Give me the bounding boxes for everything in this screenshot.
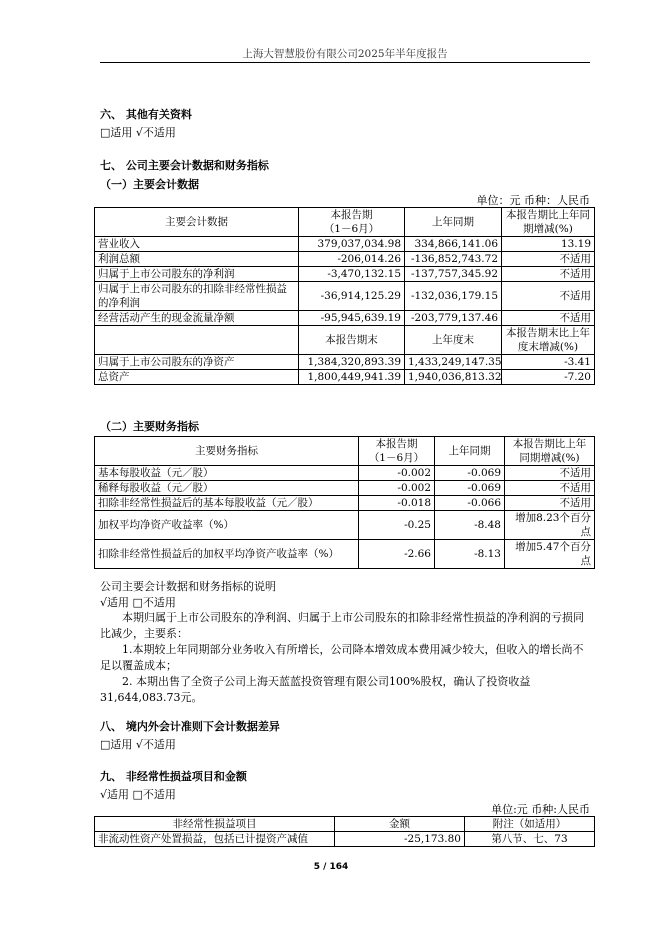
cell-note: 第八节、七、73	[465, 832, 595, 847]
table-row	[95, 311, 595, 326]
row-label: 归属于上市公司股东的扣除非经常性损益的净利润	[95, 282, 299, 311]
header-cell: 本报告期比上年同期增减(%)	[505, 437, 595, 466]
table-row	[95, 355, 595, 370]
cell-change: 不适用	[505, 466, 595, 481]
cell-prior: -137,757,345.92	[405, 267, 502, 282]
cell-current: -0.018	[359, 496, 435, 511]
cell-change: 增加5.47个百分点	[505, 540, 595, 569]
cell-change: 不适用	[502, 252, 595, 267]
cell-current: -36,914,125.29	[299, 282, 405, 311]
page-number: 5 / 164	[313, 862, 349, 872]
cell-current: -0.002	[359, 466, 435, 481]
table-row	[95, 237, 595, 252]
header-cell: 主要会计数据	[95, 208, 299, 237]
cell-current: -95,945,639.19	[299, 311, 405, 326]
page-header: 上海大智慧股份有限公司2025年半年度报告	[242, 48, 448, 60]
header-cell: 主要财务指标	[95, 437, 359, 466]
section-7-subtitle-1: （一）主要会计数据	[100, 178, 199, 191]
section-8-option: □适用 √不适用	[100, 738, 176, 751]
cell-current: -3,470,132.15	[299, 267, 405, 282]
row-label: 稀释每股收益（元／股）	[95, 481, 359, 496]
row-label: 归属于上市公司股东的净利润	[95, 267, 299, 282]
header-rule	[100, 62, 590, 63]
table-subheader-row	[95, 326, 595, 355]
subheader-cell	[95, 326, 299, 355]
cell-change: 不适用	[505, 481, 595, 496]
table-row	[95, 511, 595, 540]
row-label: 利润总额	[95, 252, 299, 267]
cell-change: -7.20	[502, 370, 595, 385]
row-label: 营业收入	[95, 237, 299, 252]
explanation-paragraph: 1.本期较上年同期部分业务收入有所增长，公司降本增效成本费用减少较大，但收入的增长尚不足以覆盖成本；	[100, 643, 584, 672]
table3-unit: 单位:元 币种:人民币	[491, 803, 590, 816]
table-header-row	[95, 208, 595, 237]
cell-current: -0.25	[359, 511, 435, 540]
section-7-title: 七、 公司主要会计数据和财务指标	[100, 159, 269, 172]
table-row	[95, 466, 595, 481]
non-recurring-items-table	[94, 816, 595, 847]
cell-change: 不适用	[505, 496, 595, 511]
cell-current: -206,014.26	[299, 252, 405, 267]
table-row	[95, 496, 595, 511]
row-label: 非流动性资产处置损益，包括已计提资产减值	[95, 832, 335, 847]
table1-unit: 单位：元 币种：人民币	[476, 194, 590, 207]
row-label: 扣除非经常性损益后的基本每股收益（元／股）	[95, 496, 359, 511]
cell-current: 379,037,034.98	[299, 237, 405, 252]
section-9-title: 九、 非经常性损益项目和金额	[100, 770, 247, 783]
cell-change: -3.41	[502, 355, 595, 370]
cell-current: -0.002	[359, 481, 435, 496]
cell-prior: -0.069	[435, 466, 505, 481]
cell-amount: -25,173.80	[335, 832, 465, 847]
row-label: 基本每股收益（元／股）	[95, 466, 359, 481]
header-cell: 金额	[335, 817, 465, 832]
main-financial-indicators-table	[94, 436, 595, 569]
header-cell: 本报告期比上年同期增减(%)	[502, 208, 595, 237]
header-cell: 本报告期 （1－6月）	[359, 437, 435, 466]
cell-prior: -0.069	[435, 481, 505, 496]
explanation-paragraph: 2. 本期出售了全资子公司上海天蓝蓝投资管理有限公司100%股权，确认了投资收益31,644,083.73元。	[100, 675, 531, 704]
cell-prior: -0.066	[435, 496, 505, 511]
header-cell: 上年同期	[405, 208, 502, 237]
cell-prior: -136,852,743.72	[405, 252, 502, 267]
table-row	[95, 832, 595, 847]
main-accounting-data-table	[94, 207, 595, 385]
row-label: 总资产	[95, 370, 299, 385]
row-label: 归属于上市公司股东的净资产	[95, 355, 299, 370]
cell-prior: 1,940,036,813.32	[405, 370, 502, 385]
subheader-cell: 本报告期末	[299, 326, 405, 355]
row-label: 扣除非经常性损益后的加权平均净资产收益率（%）	[95, 540, 359, 569]
table-header-row	[95, 437, 595, 466]
cell-current: -2.66	[359, 540, 435, 569]
cell-current: 1,384,320,893.39	[299, 355, 405, 370]
section-7-subtitle-2: （二）主要财务指标	[100, 420, 199, 433]
row-label: 经营活动产生的现金流量净额	[95, 311, 299, 326]
table-row	[95, 540, 595, 569]
table-row	[95, 252, 595, 267]
table-row	[95, 481, 595, 496]
section-8-title: 八、 境内外会计准则下会计数据差异	[100, 720, 280, 733]
header-cell: 附注（如适用）	[465, 817, 595, 832]
section-6-title: 六、 其他有关资料	[100, 108, 192, 121]
header-cell: 上年同期	[435, 437, 505, 466]
cell-prior: 1,433,249,147.35	[405, 355, 502, 370]
subheader-cell: 上年度末	[405, 326, 502, 355]
cell-prior: -132,036,179.15	[405, 282, 502, 311]
table-row	[95, 267, 595, 282]
header-cell: 本报告期 （1－6月）	[299, 208, 405, 237]
subheader-cell: 本报告期末比上年度末增减(%)	[502, 326, 595, 355]
cell-prior: -8.13	[435, 540, 505, 569]
cell-prior: -203,779,137.46	[405, 311, 502, 326]
row-label: 加权平均净资产收益率（%）	[95, 511, 359, 540]
explanation-paragraph: 本期归属于上市公司股东的净利润、归属于上市公司股东的扣除非经常性损益的净利润的亏损同比减少，主要系：	[100, 611, 584, 640]
explanation-option: √适用 □不适用	[100, 596, 176, 609]
cell-change: 增加8.23个百分点	[505, 511, 595, 540]
header-cell: 非经常性损益项目	[95, 817, 335, 832]
cell-change: 不适用	[502, 267, 595, 282]
cell-current: 1,800,449,941.39	[299, 370, 405, 385]
table-row	[95, 282, 595, 311]
cell-change: 不适用	[502, 282, 595, 311]
cell-change: 不适用	[502, 311, 595, 326]
table-header-row	[95, 817, 595, 832]
cell-prior: -8.48	[435, 511, 505, 540]
cell-prior: 334,866,141.06	[405, 237, 502, 252]
section-6-option: □适用 √不适用	[100, 126, 176, 139]
cell-change: 13.19	[502, 237, 595, 252]
section-9-option: √适用 □不适用	[100, 788, 176, 801]
explanation-title: 公司主要会计数据和财务指标的说明	[100, 580, 276, 593]
table-row	[95, 370, 595, 385]
